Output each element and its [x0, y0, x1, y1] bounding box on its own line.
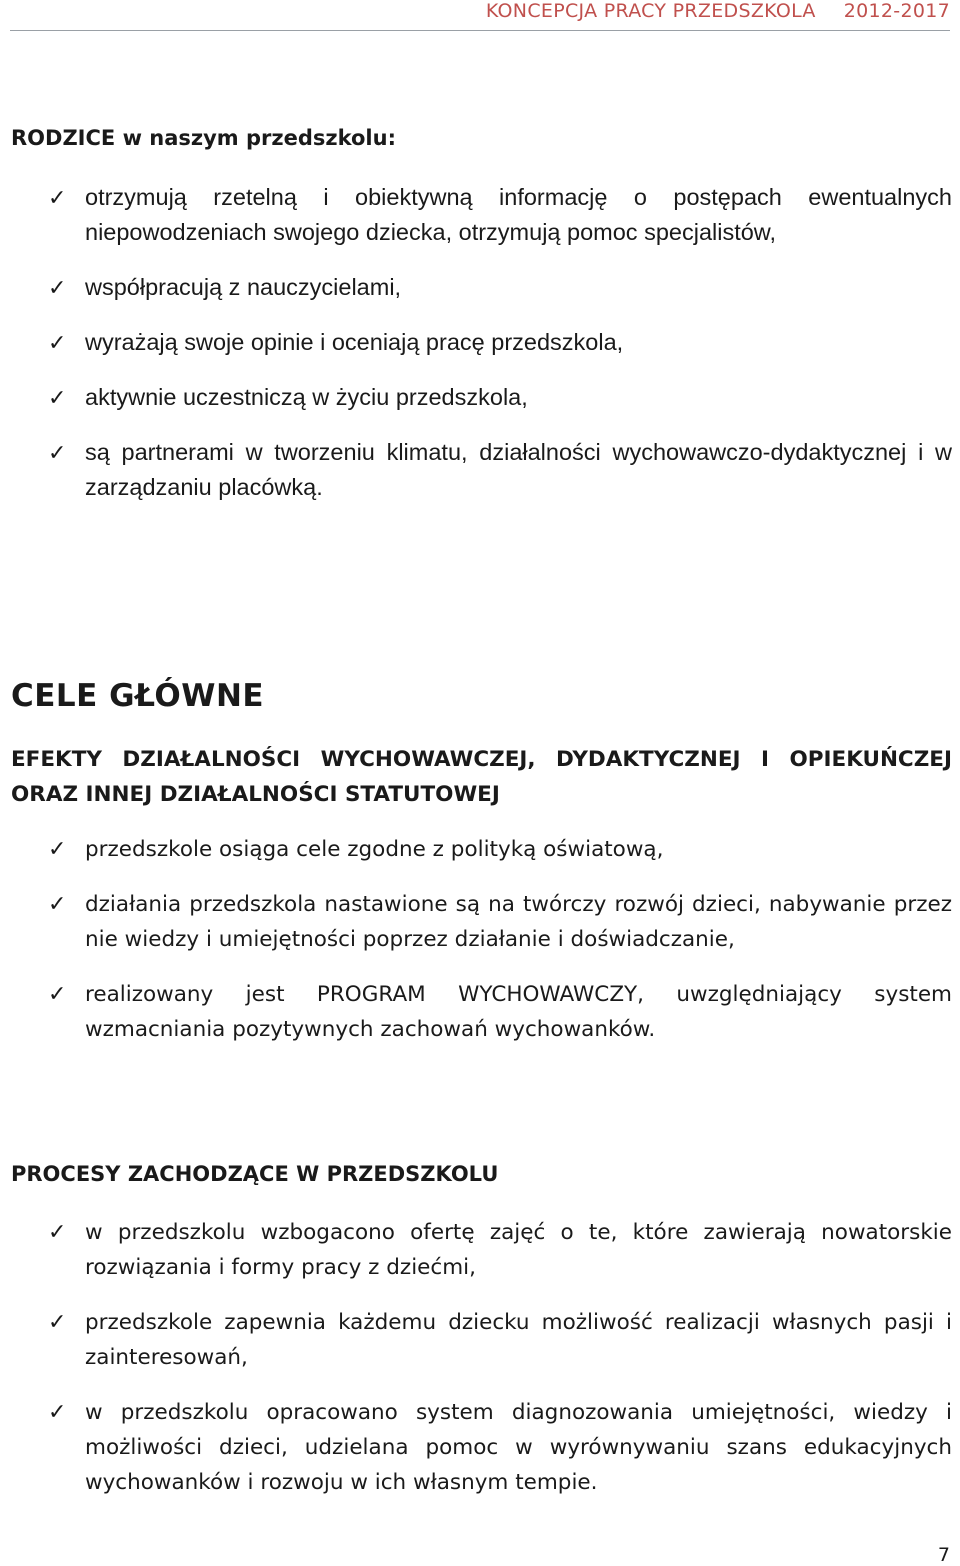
- procesy-list: [0, 1215, 960, 1500]
- checkmark-icon: ✓: [48, 275, 67, 300]
- list-item: ✓ otrzymują rzetelną i obiektywną informację o postępach ewentualnych niepowodzeniach swojego dziecka, otrzymują pomoc specjalistów,: [0, 180, 960, 250]
- checkmark-icon: ✓: [48, 385, 67, 410]
- rodzice-list: [0, 180, 960, 505]
- list-item: ✓ realizowany jest PROGRAM WYCHOWAWCZY, uwzględniający system wzmacniania pozytywnych zachowań wychowanków.: [0, 977, 960, 1047]
- rodzice-heading: RODZICE w naszym przedszkolu:: [11, 126, 396, 150]
- list-item: ✓ działania przedszkola nastawione są na twórczy rozwój dzieci, nabywanie przez nie wiedzy i umiejętności poprzez działanie i doświadczanie,: [0, 887, 960, 957]
- cele-heading: CELE GŁÓWNE: [11, 678, 265, 714]
- checkmark-icon: ✓: [48, 982, 67, 1007]
- list-item: ✓ aktywnie uczestniczą w życiu przedszkola,: [0, 380, 960, 415]
- list-item: ✓ przedszkole zapewnia każdemu dziecku możliwość realizacji własnych pasji i zainteresowań,: [0, 1305, 960, 1375]
- list-item: ✓ w przedszkolu wzbogacono ofertę zajęć o te, które zawierają nowatorskie rozwiązania i formy pracy z dziećmi,: [0, 1215, 960, 1285]
- checkmark-icon: ✓: [48, 1400, 67, 1425]
- checkmark-icon: ✓: [48, 440, 67, 465]
- cele-subheading: EFEKTY DZIAŁALNOŚCI WYCHOWAWCZEJ, DYDAKTYCZNEJ I OPIEKUŃCZEJ ORAZ INNEJ DZIAŁALNOŚCI STATUTOWEJ: [11, 747, 952, 807]
- checkmark-icon: ✓: [48, 185, 67, 210]
- page-number: 7: [937, 1544, 950, 1566]
- list-item: ✓ współpracują z nauczycielami,: [0, 270, 960, 305]
- checkmark-icon: ✓: [48, 837, 67, 862]
- header-years: 2012-2017: [843, 0, 950, 22]
- procesy-heading: PROCESY ZACHODZĄCE W PRZEDSZKOLU: [11, 1162, 499, 1186]
- list-item: ✓ wyrażają swoje opinie i oceniają pracę przedszkola,: [0, 325, 960, 360]
- header-divider: [10, 30, 950, 31]
- cele-list: [0, 832, 960, 1047]
- checkmark-icon: ✓: [48, 892, 67, 917]
- list-item: ✓ w przedszkolu opracowano system diagnozowania umiejętności, wiedzy i możliwości dzieci, udzielana pomoc w wyrównywaniu szans edukacyjnych wychowanków i rozwoju w ich własnym tempie.: [0, 1395, 960, 1500]
- checkmark-icon: ✓: [48, 1220, 67, 1245]
- list-item: ✓ są partnerami w tworzeniu klimatu, działalności wychowawczo-dydaktycznej i w zarządzaniu placówką.: [0, 435, 960, 505]
- checkmark-icon: ✓: [48, 1310, 67, 1335]
- checkmark-icon: ✓: [48, 330, 67, 355]
- list-item: ✓ przedszkole osiąga cele zgodne z polityką oświatową,: [0, 832, 960, 867]
- document-header: [486, 0, 950, 22]
- header-title: KONCEPCJA PRACY PRZEDSZKOLA: [485, 0, 816, 22]
